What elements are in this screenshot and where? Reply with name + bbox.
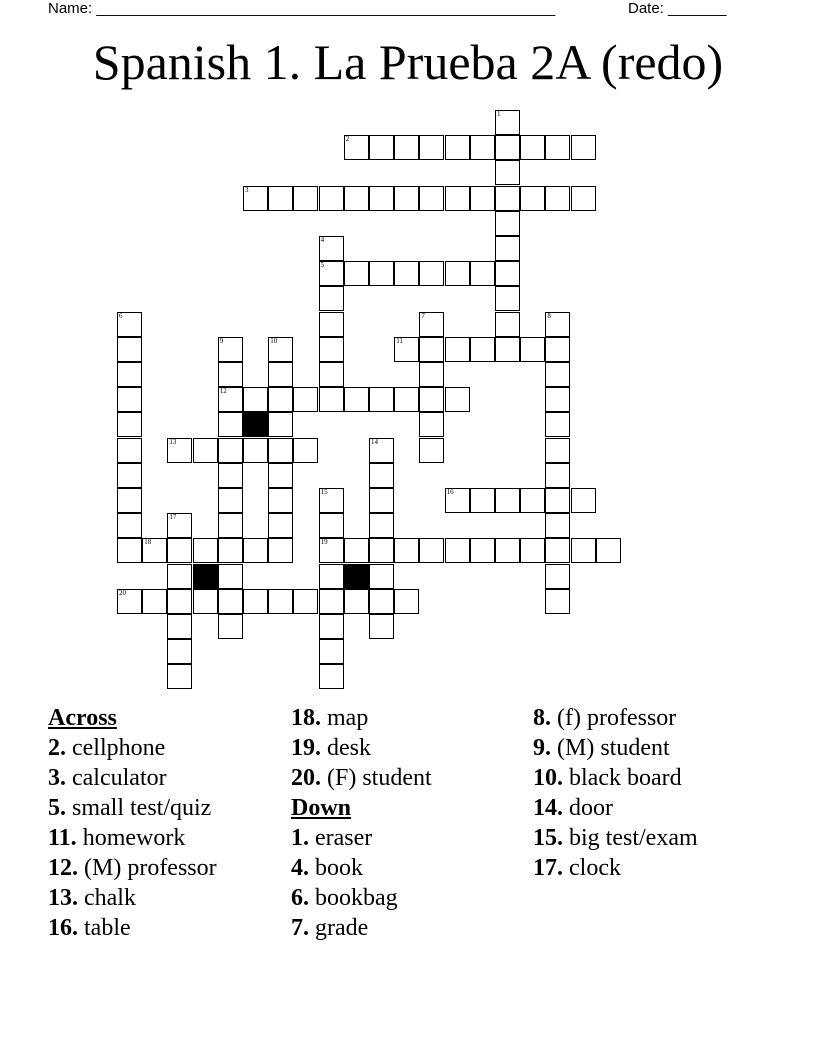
- down-clue: [533, 823, 698, 853]
- cell-number: 6: [119, 311, 123, 320]
- crossword-cell[interactable]: [117, 312, 142, 337]
- crossword-cell[interactable]: [167, 614, 192, 639]
- crossword-cell[interactable]: [545, 488, 570, 513]
- cell-number: 8: [547, 311, 551, 320]
- crossword-cell[interactable]: [571, 135, 596, 160]
- crossword-cell[interactable]: [419, 337, 444, 362]
- clue-number: 16.: [48, 915, 78, 941]
- crossword-cell[interactable]: [520, 488, 545, 513]
- crossword-cell[interactable]: [470, 538, 495, 563]
- cell-number: 14: [371, 437, 378, 446]
- crossword-cell[interactable]: [319, 538, 344, 563]
- crossword-cell[interactable]: [243, 538, 268, 563]
- crossword-cell[interactable]: [419, 438, 444, 463]
- crossword-cell[interactable]: [167, 513, 192, 538]
- date-line[interactable]: _______: [668, 0, 727, 17]
- crossword-cell[interactable]: [319, 337, 344, 362]
- crossword-cell[interactable]: [369, 488, 394, 513]
- crossword-cell[interactable]: [167, 589, 192, 614]
- crossword-cell[interactable]: [445, 488, 470, 513]
- crossword-cell[interactable]: [344, 135, 369, 160]
- crossword-cell[interactable]: [495, 135, 520, 160]
- name-line[interactable]: _______________________________________________________: [96, 0, 556, 17]
- crossword-cell[interactable]: [495, 488, 520, 513]
- crossword-cell[interactable]: [319, 312, 344, 337]
- clue-number: 12.: [48, 855, 78, 881]
- crossword-cell[interactable]: [545, 538, 570, 563]
- down-clue: [533, 733, 698, 763]
- crossword-cell[interactable]: [520, 135, 545, 160]
- crossword-cell[interactable]: [419, 362, 444, 387]
- crossword-cell[interactable]: [495, 286, 520, 311]
- crossword-cell[interactable]: [545, 463, 570, 488]
- clue-text: table: [78, 915, 131, 941]
- clue-text: book: [309, 855, 363, 881]
- across-clue: [48, 733, 217, 763]
- crossword-cell[interactable]: [495, 538, 520, 563]
- crossword-cell[interactable]: [319, 639, 344, 664]
- crossword-cell[interactable]: [419, 261, 444, 286]
- clue-number: 14.: [533, 795, 563, 821]
- crossword-cell[interactable]: [394, 337, 419, 362]
- crossword-cell[interactable]: [319, 614, 344, 639]
- crossword-cell[interactable]: [193, 538, 218, 563]
- crossword-cell[interactable]: [369, 589, 394, 614]
- across-clue: [48, 853, 217, 883]
- crossword-cell[interactable]: [142, 538, 167, 563]
- crossword-cell[interactable]: [268, 387, 293, 412]
- crossword-cell[interactable]: [243, 186, 268, 211]
- crossword-cell[interactable]: [545, 186, 570, 211]
- clue-text: (M) professor: [78, 855, 217, 881]
- crossword-cell[interactable]: [369, 261, 394, 286]
- cell-number: 20: [119, 588, 126, 597]
- clue-text: calculator: [66, 765, 167, 791]
- clue-number: 1.: [291, 825, 309, 851]
- crossword-cell[interactable]: [117, 337, 142, 362]
- crossword-cell[interactable]: [293, 438, 318, 463]
- crossword-cell[interactable]: [117, 589, 142, 614]
- cell-number: 13: [169, 437, 177, 446]
- across-clue: [291, 703, 432, 733]
- down-clue: [533, 703, 698, 733]
- crossword-cell[interactable]: [218, 387, 243, 412]
- crossword-cell[interactable]: [369, 387, 394, 412]
- crossword-cell[interactable]: [445, 261, 470, 286]
- cell-number: 1: [497, 110, 501, 118]
- crossword-cell[interactable]: [218, 538, 243, 563]
- crossword-cell[interactable]: [344, 538, 369, 563]
- crossword-cell[interactable]: [218, 412, 243, 437]
- crossword-cell[interactable]: [419, 538, 444, 563]
- crossword-cell[interactable]: [545, 135, 570, 160]
- across-clue: [48, 913, 217, 943]
- clue-text: homework: [76, 825, 186, 851]
- crossword-cell[interactable]: [319, 362, 344, 387]
- crossword-cell[interactable]: [394, 387, 419, 412]
- cell-number: 7: [421, 311, 425, 320]
- crossword-cell[interactable]: [117, 488, 142, 513]
- crossword-cell[interactable]: [319, 513, 344, 538]
- crossword-cell[interactable]: [218, 488, 243, 513]
- page-title: Spanish 1. La Prueba 2A (redo): [92, 34, 724, 90]
- crossword-cell[interactable]: [596, 538, 621, 563]
- crossword-cell[interactable]: [193, 589, 218, 614]
- crossword-cell[interactable]: [218, 438, 243, 463]
- clue-text: grade: [309, 915, 369, 941]
- cell-number: 17: [169, 513, 177, 522]
- clue-number: 20.: [291, 765, 321, 791]
- clue-number: 5.: [48, 795, 66, 821]
- cell-number: 4: [320, 236, 325, 244]
- crossword-cell[interactable]: [117, 412, 142, 437]
- crossword-cell[interactable]: [545, 589, 570, 614]
- column-3-clues: [533, 703, 698, 883]
- crossword-cell[interactable]: [268, 538, 293, 563]
- clue-text: door: [563, 795, 613, 821]
- cell-number: 15: [320, 488, 328, 496]
- crossword-cell[interactable]: [470, 488, 495, 513]
- crossword-cell[interactable]: [167, 564, 192, 589]
- crossword-cell[interactable]: [268, 412, 293, 437]
- crossword-cell[interactable]: [268, 513, 293, 538]
- crossword-cell[interactable]: [293, 387, 318, 412]
- crossword-cell[interactable]: [369, 564, 394, 589]
- crossword-cell[interactable]: [419, 412, 444, 437]
- crossword-cell[interactable]: [369, 186, 394, 211]
- crossword-cell[interactable]: [445, 538, 470, 563]
- cell-number: 19: [320, 538, 328, 547]
- crossword-cell[interactable]: [545, 438, 570, 463]
- date-label: Date: _______: [628, 0, 727, 17]
- crossword-cell[interactable]: [394, 589, 419, 614]
- crossword-cell[interactable]: [293, 186, 318, 211]
- crossword-cell[interactable]: [520, 337, 545, 362]
- across-clue: [48, 823, 217, 853]
- crossword-cell[interactable]: [571, 186, 596, 211]
- down-clue: [533, 793, 698, 823]
- clue-number: 10.: [533, 765, 563, 791]
- crossword-cell[interactable]: [243, 589, 268, 614]
- clue-number: 3.: [48, 765, 66, 791]
- across-clue: [291, 763, 432, 793]
- crossword-cell[interactable]: [268, 463, 293, 488]
- crossword-cell[interactable]: [142, 589, 167, 614]
- crossword-cell[interactable]: [470, 261, 495, 286]
- crossword-cell[interactable]: [369, 614, 394, 639]
- cell-number: 16: [446, 488, 454, 496]
- crossword-cell[interactable]: [495, 110, 520, 135]
- crossword-cell[interactable]: [117, 538, 142, 563]
- crossword-cell[interactable]: [268, 337, 293, 362]
- crossword-cell[interactable]: [319, 286, 344, 311]
- across-clue: [291, 733, 432, 763]
- crossword-cell[interactable]: [545, 362, 570, 387]
- clue-text: (f) professor: [551, 705, 677, 731]
- crossword-cell[interactable]: [369, 538, 394, 563]
- crossword-block: [344, 564, 369, 589]
- crossword-cell[interactable]: [419, 135, 444, 160]
- cell-number: 18: [144, 538, 152, 547]
- crossword-cell[interactable]: [167, 438, 192, 463]
- crossword-cell[interactable]: [445, 186, 470, 211]
- clue-text: eraser: [309, 825, 373, 851]
- cell-number: 9: [219, 336, 224, 345]
- name-label: Name: _______________________________________________________: [48, 0, 556, 17]
- crossword-cell[interactable]: [545, 312, 570, 337]
- crossword-cell[interactable]: [344, 387, 369, 412]
- crossword-cell[interactable]: [495, 261, 520, 286]
- crossword-cell[interactable]: [545, 337, 570, 362]
- clue-number: 6.: [291, 885, 309, 911]
- crossword-cell[interactable]: [520, 186, 545, 211]
- crossword-cell[interactable]: [495, 211, 520, 236]
- crossword-cell[interactable]: [218, 362, 243, 387]
- column-2-clues: [291, 703, 432, 943]
- clue-number: 13.: [48, 885, 78, 911]
- clue-text: clock: [563, 855, 621, 881]
- crossword-cell[interactable]: [117, 362, 142, 387]
- crossword-cell[interactable]: [218, 337, 243, 362]
- crossword-cell[interactable]: [369, 463, 394, 488]
- crossword-cell[interactable]: [445, 337, 470, 362]
- crossword-block: [243, 412, 268, 437]
- crossword-cell[interactable]: [319, 387, 344, 412]
- crossword-cell[interactable]: [319, 664, 344, 689]
- crossword-cell[interactable]: [344, 186, 369, 211]
- clue-number: 15.: [533, 825, 563, 851]
- clue-number: 8.: [533, 705, 551, 731]
- crossword-cell[interactable]: [218, 513, 243, 538]
- down-clue: [291, 883, 432, 913]
- crossword-cell[interactable]: [117, 438, 142, 463]
- crossword-cell[interactable]: [319, 186, 344, 211]
- crossword-cell[interactable]: [419, 312, 444, 337]
- crossword-cell[interactable]: [545, 387, 570, 412]
- crossword-cell[interactable]: [167, 664, 192, 689]
- crossword-cell[interactable]: [268, 186, 293, 211]
- crossword-cell[interactable]: [268, 438, 293, 463]
- crossword-cell[interactable]: [545, 412, 570, 437]
- down-clue: [533, 763, 698, 793]
- crossword-cell[interactable]: [218, 589, 243, 614]
- crossword-cell[interactable]: [470, 135, 495, 160]
- crossword-cell[interactable]: [495, 337, 520, 362]
- crossword-cell[interactable]: [369, 513, 394, 538]
- across-clue: [48, 793, 217, 823]
- clue-number: 2.: [48, 735, 66, 761]
- cell-number: 2: [345, 135, 350, 144]
- clue-number: 19.: [291, 735, 321, 761]
- crossword-cell[interactable]: [319, 236, 344, 261]
- crossword-cell[interactable]: [571, 488, 596, 513]
- crossword-cell[interactable]: [470, 186, 495, 211]
- crossword-cell[interactable]: [268, 488, 293, 513]
- down-clue: [533, 853, 698, 883]
- crossword-cell[interactable]: [344, 589, 369, 614]
- crossword-cell[interactable]: [167, 639, 192, 664]
- clue-number: 7.: [291, 915, 309, 941]
- crossword-cell[interactable]: [394, 135, 419, 160]
- crossword-cell[interactable]: [369, 135, 394, 160]
- crossword-cell[interactable]: [394, 261, 419, 286]
- crossword-cell[interactable]: [445, 387, 470, 412]
- clue-text: (F) student: [321, 765, 432, 791]
- cell-number: 3: [245, 185, 249, 194]
- clue-text: big test/exam: [563, 825, 698, 851]
- crossword-cell[interactable]: [117, 513, 142, 538]
- crossword-cell[interactable]: [319, 589, 344, 614]
- crossword-cell[interactable]: [495, 160, 520, 185]
- down-clue: [291, 853, 432, 883]
- crossword-cell[interactable]: [117, 387, 142, 412]
- header: [48, 0, 740, 20]
- crossword-cell[interactable]: [319, 488, 344, 513]
- across-clue: [48, 883, 217, 913]
- clue-text: small test/quiz: [66, 795, 212, 821]
- clue-text: (M) student: [551, 735, 670, 761]
- crossword-cell[interactable]: [193, 438, 218, 463]
- clue-text: desk: [321, 735, 371, 761]
- cell-number: 11: [396, 336, 403, 345]
- clue-number: 11.: [48, 825, 77, 851]
- crossword-cell[interactable]: [218, 564, 243, 589]
- cell-number: 10: [270, 336, 278, 345]
- clue-number: 18.: [291, 705, 321, 731]
- across-clue: [48, 763, 217, 793]
- clue-text: cellphone: [66, 735, 166, 761]
- crossword-cell[interactable]: [545, 564, 570, 589]
- clue-number: 4.: [291, 855, 309, 881]
- across-heading: Across: [48, 705, 117, 731]
- crossword-cell[interactable]: [495, 236, 520, 261]
- crossword-cell[interactable]: [268, 589, 293, 614]
- clue-text: map: [321, 705, 369, 731]
- crossword-cell[interactable]: [218, 614, 243, 639]
- crossword-cell[interactable]: [394, 186, 419, 211]
- crossword-cell[interactable]: [268, 362, 293, 387]
- crossword-cell[interactable]: [319, 564, 344, 589]
- crossword-cell[interactable]: [470, 337, 495, 362]
- crossword-cell[interactable]: [117, 463, 142, 488]
- cell-number: 5: [320, 261, 325, 270]
- down-clue: [291, 823, 432, 853]
- crossword-cell[interactable]: [571, 538, 596, 563]
- across-clues: [48, 703, 217, 943]
- clue-number: 9.: [533, 735, 551, 761]
- crossword-cell[interactable]: [344, 261, 369, 286]
- crossword-cell[interactable]: [495, 186, 520, 211]
- crossword-cell[interactable]: [369, 438, 394, 463]
- crossword-cell[interactable]: [218, 463, 243, 488]
- crossword-cell[interactable]: [520, 538, 545, 563]
- crossword-cell[interactable]: [419, 186, 444, 211]
- crossword-block: [193, 564, 218, 589]
- crossword-cell[interactable]: [319, 261, 344, 286]
- crossword-cell[interactable]: [243, 387, 268, 412]
- crossword-cell[interactable]: [419, 387, 444, 412]
- cell-number: 12: [219, 387, 227, 396]
- clue-text: bookbag: [309, 885, 398, 911]
- clue-text: chalk: [78, 885, 136, 911]
- crossword-cell[interactable]: [445, 135, 470, 160]
- crossword-cell[interactable]: [394, 538, 419, 563]
- crossword-cell[interactable]: [167, 538, 192, 563]
- clue-number: 17.: [533, 855, 563, 881]
- clue-text: black board: [563, 765, 682, 791]
- crossword-cell[interactable]: [243, 438, 268, 463]
- down-clue: [291, 913, 432, 943]
- crossword-cell[interactable]: [495, 312, 520, 337]
- crossword-cell[interactable]: [545, 513, 570, 538]
- crossword-cell[interactable]: [293, 589, 318, 614]
- down-heading: Down: [291, 795, 352, 821]
